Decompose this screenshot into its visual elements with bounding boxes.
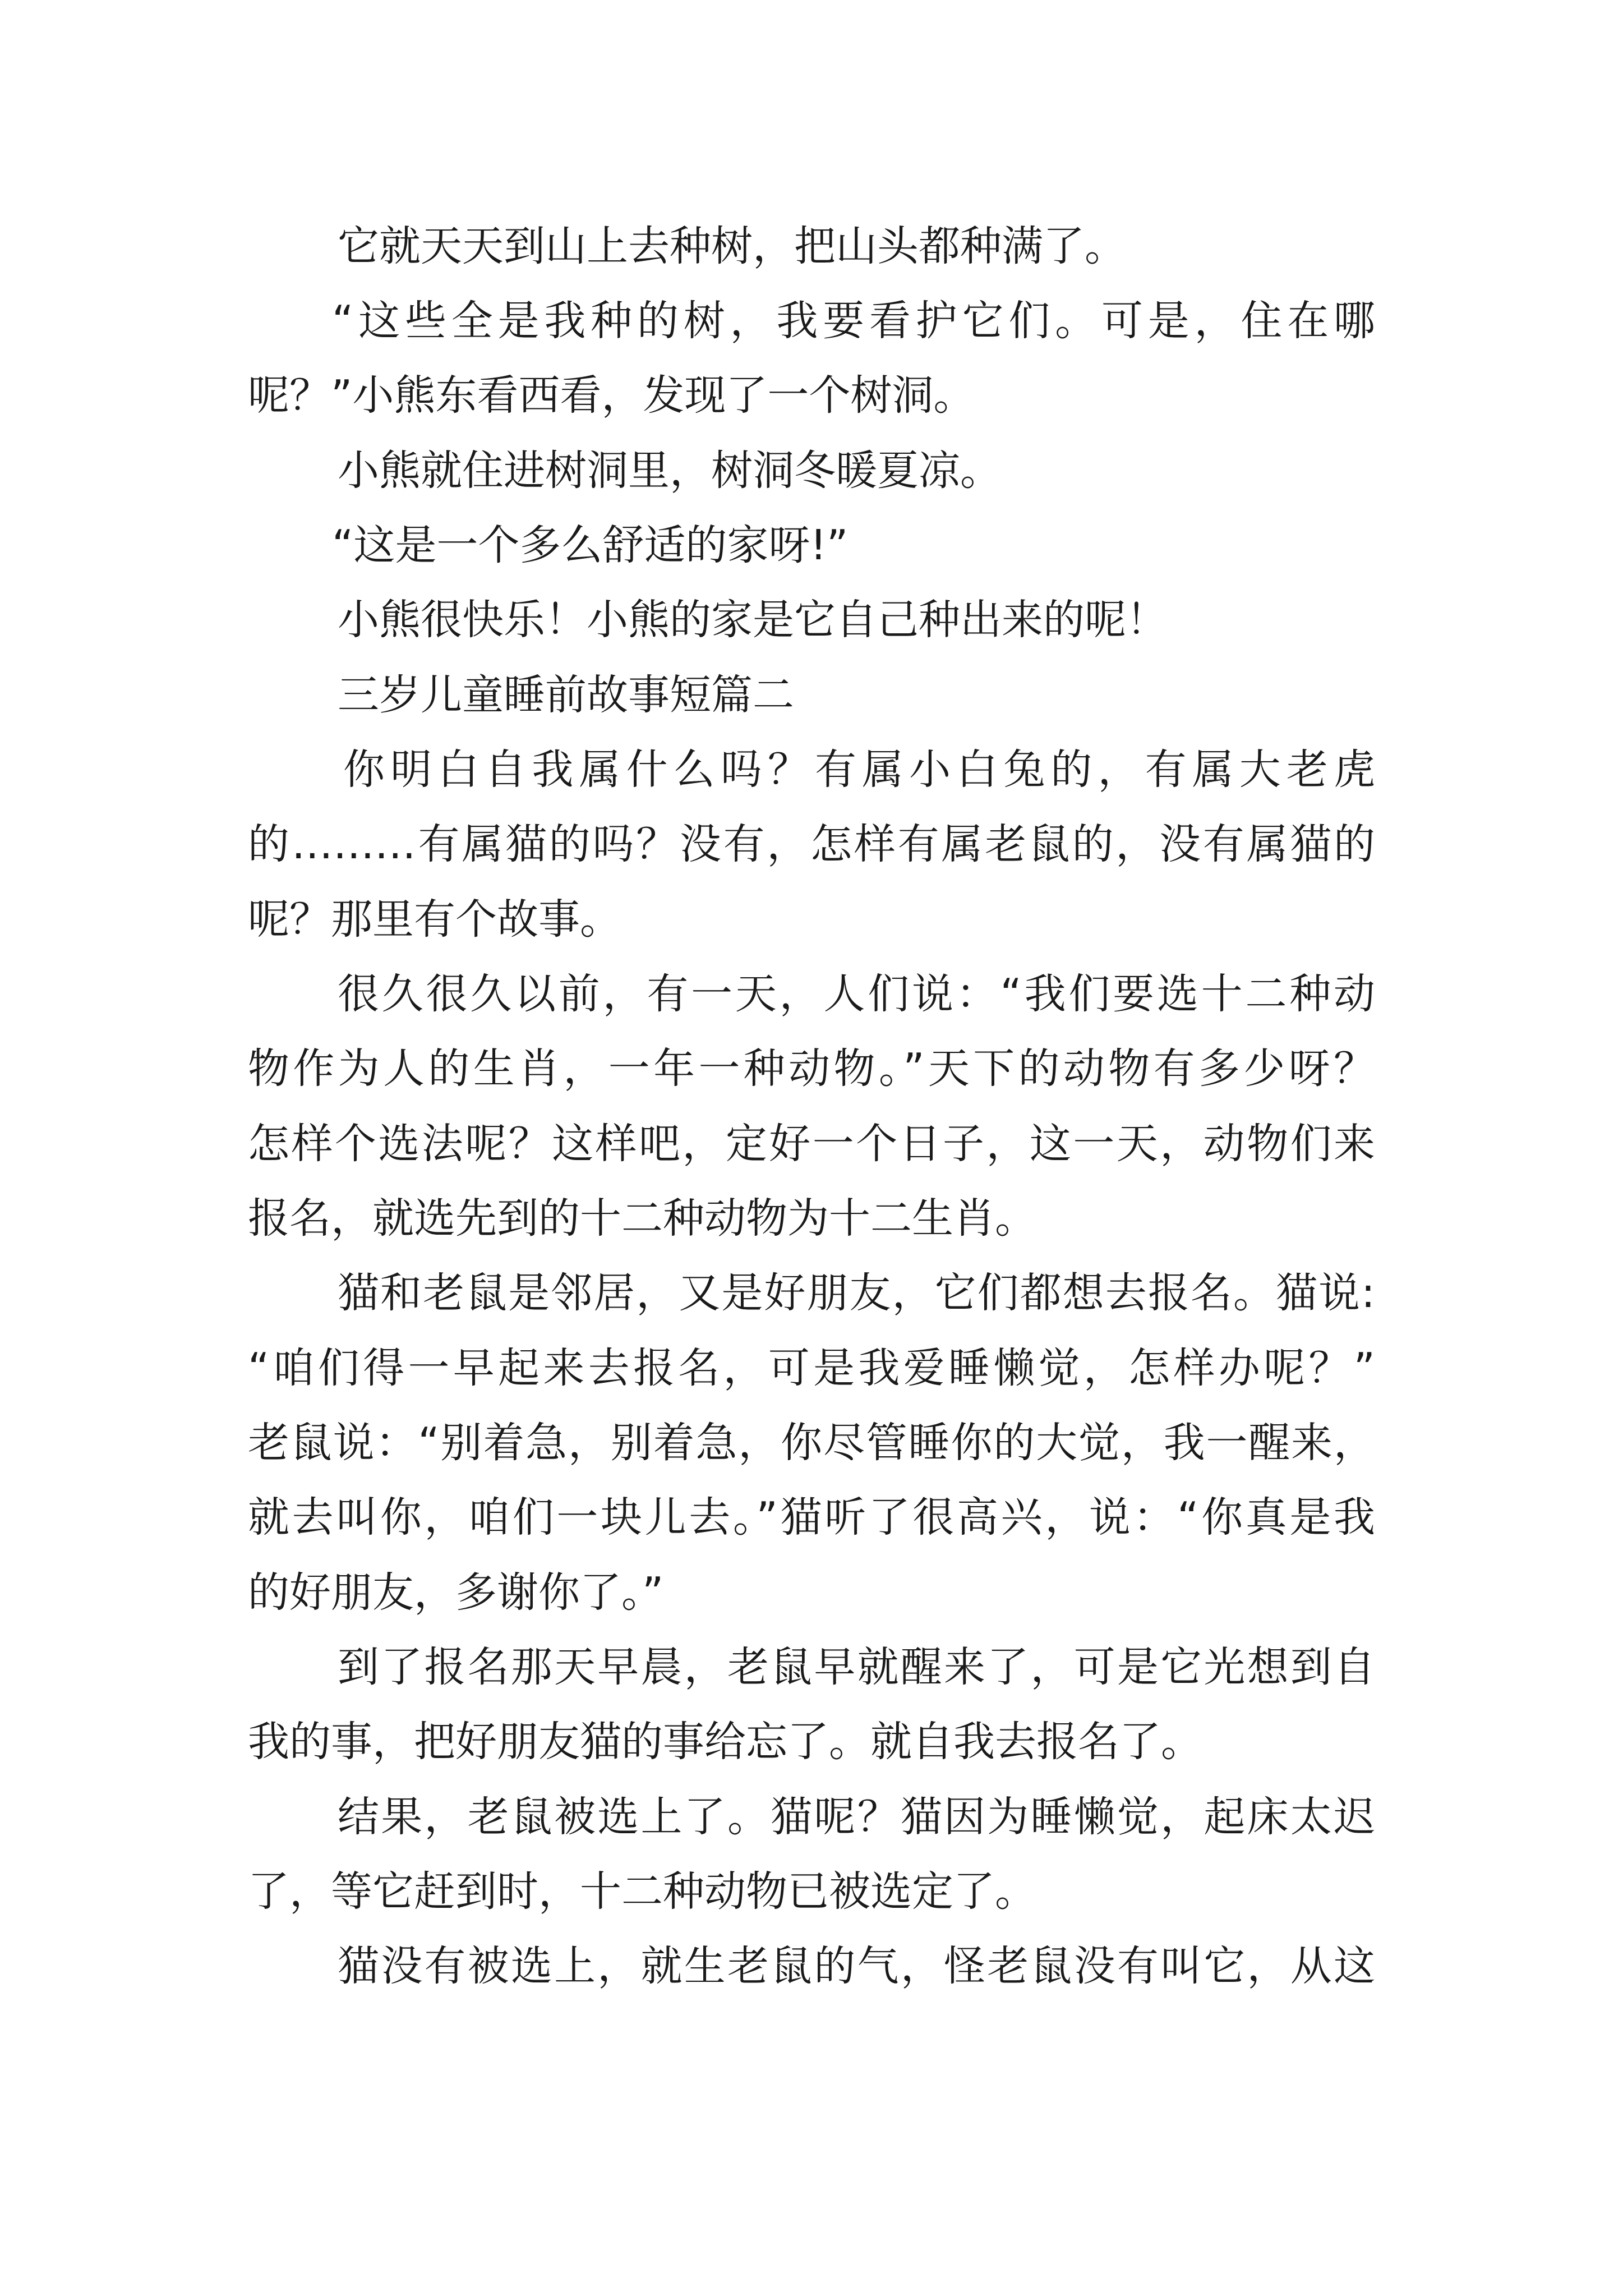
text-line: 结果，老鼠被选上了。猫呢？猫因为睡懒觉，起床太迟 (338, 1793, 1375, 1841)
text-line: 它就天天到山上去种树，把山头都种满了。 (338, 222, 1126, 270)
text-line: 就去叫你，咱们一块儿去。”猫听了很高兴，说：“你真是我 (248, 1493, 1375, 1542)
text-line: 了，等它赶到时，十二种动物已被选定了。 (248, 1867, 1036, 1916)
text-line: 怎样个选法呢？这样吧，定好一个日子，这一天，动物们来 (248, 1120, 1375, 1168)
text-line: 到了报名那天早晨，老鼠早就醒来了，可是它光想到自 (338, 1643, 1375, 1691)
text-line: 猫和老鼠是邻居，又是好朋友，它们都想去报名。猫说: (338, 1269, 1375, 1317)
section-heading: 三岁儿童睡前故事短篇二 (338, 671, 794, 719)
text-line: 老鼠说：“别着急，别着急，你尽管睡你的大觉，我一醒来， (248, 1419, 1375, 1467)
text-line: 呢？那里有个故事。 (248, 895, 621, 944)
text-line: 小熊就住进树洞里，树洞冬暖夏凉。 (338, 447, 1002, 495)
text-line: “这是一个多么舒适的家呀!” (332, 521, 849, 569)
text-line: 小熊很快乐！小熊的家是它自己种出来的呢！ (338, 596, 1168, 644)
text-line: 很久很久以前，有一天，人们说：“我们要选十二种动 (338, 970, 1375, 1018)
text-line: “咱们得一早起来去报名，可是我爱睡懒觉，怎样办呢？” (248, 1344, 1375, 1392)
text-line: 报名，就选先到的十二种动物为十二生肖。 (248, 1194, 1036, 1243)
text-line: 物作为人的生肖，一年一种动物。”天下的动物有多少呀？ (248, 1045, 1375, 1093)
text-line: 的好朋友，多谢你了。” (248, 1568, 664, 1617)
text-line: 你明白自我属什么吗？有属小白兔的，有属大老虎 (343, 746, 1375, 794)
text-line: 呢？”小熊东看西看，发现了一个树洞。 (248, 371, 975, 420)
text-line: 的………有属猫的吗？没有，怎样有属老鼠的，没有属猫的 (248, 820, 1375, 868)
text-line: 猫没有被选上，就生老鼠的气，怪老鼠没有叫它，从这 (338, 1942, 1375, 1990)
text-line: “这些全是我种的树，我要看护它们。可是，住在哪 (332, 297, 1375, 345)
text-line: 我的事，把好朋友猫的事给忘了。就自我去报名了。 (248, 1718, 1202, 1766)
